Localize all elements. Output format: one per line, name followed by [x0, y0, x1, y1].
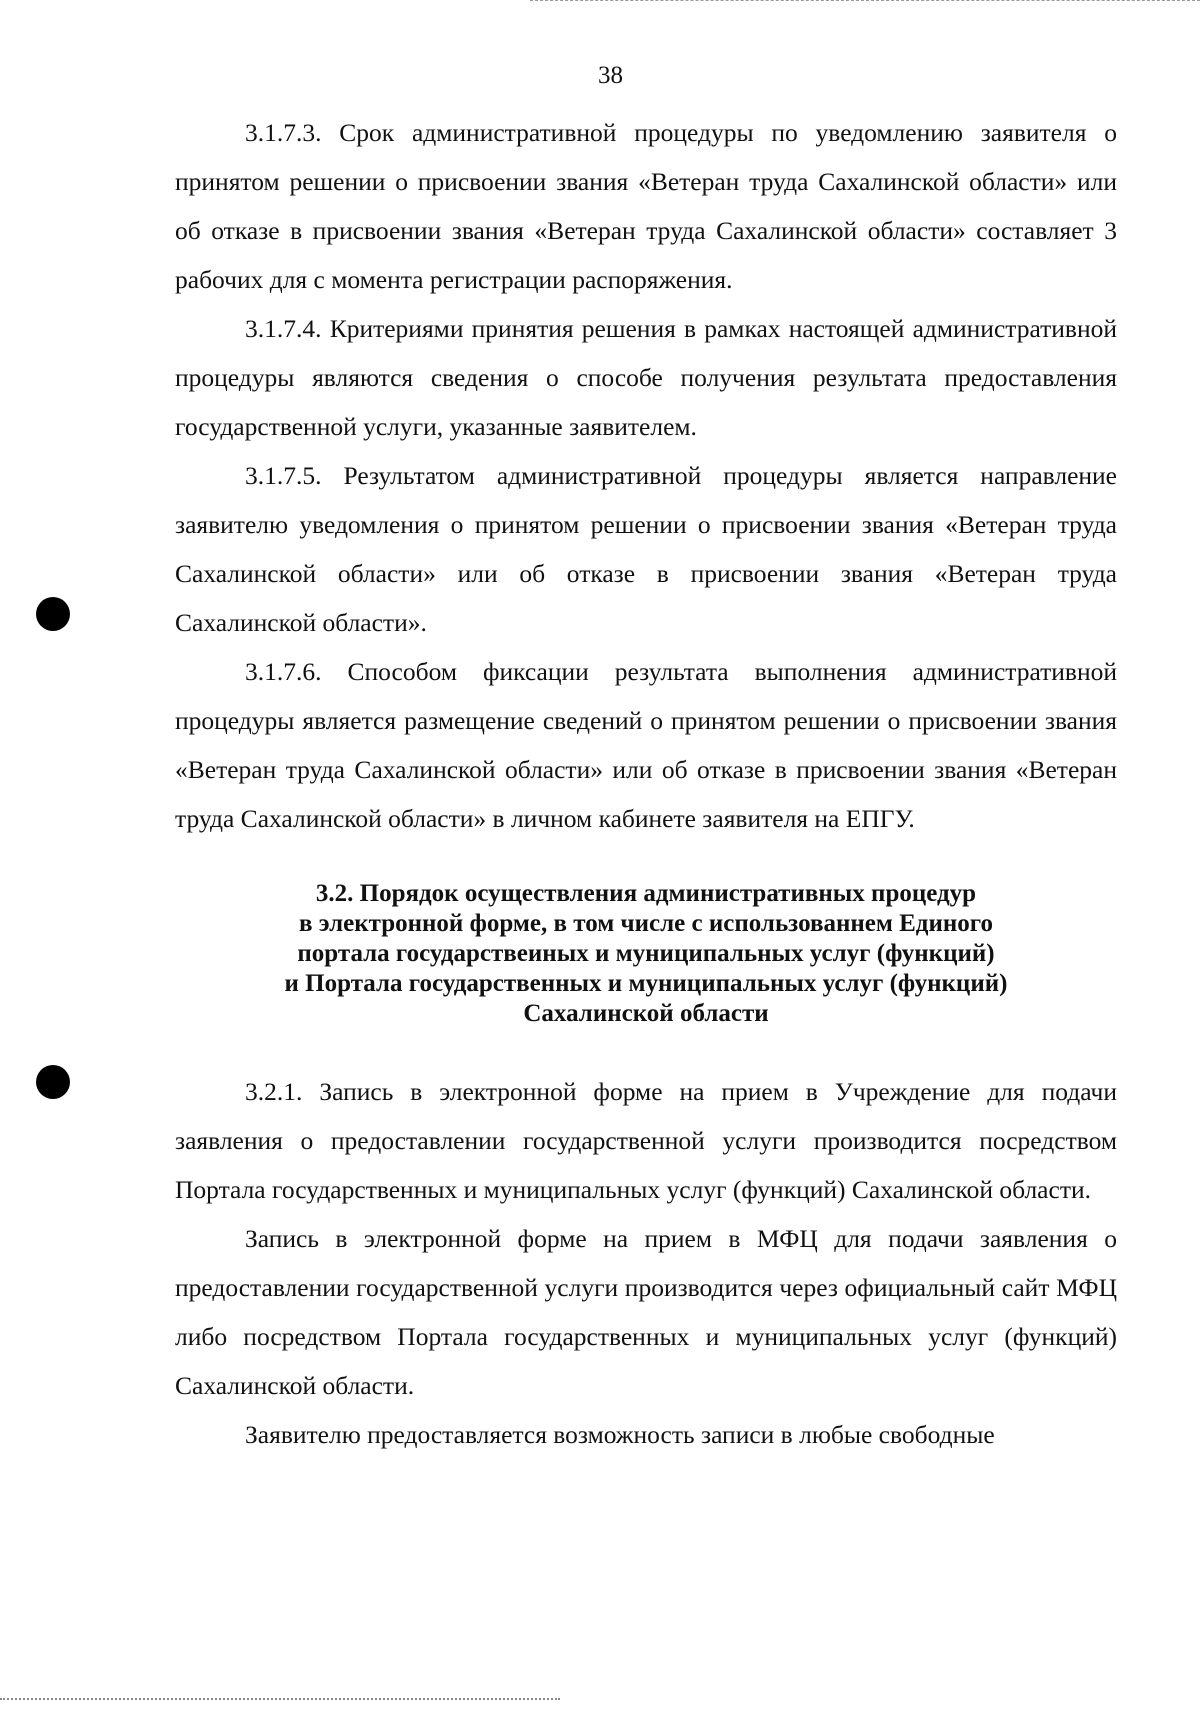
paragraph-3-1-7-3: 3.1.7.3. Срок административной процедуры по уведомлению заявителя о принятом решении о присвоении звания «Ветеран труда Сахалинской области» или об отказе в присвоении звания «Ветеран труда Сахалинской области» составляет 3 рабочих для с момента регистрации распоряжения. [175, 118, 1117, 294]
heading-line: 3.2. Порядок осуществления административных процедур [315, 880, 977, 907]
paragraph-3-2-1: 3.2.1. Запись в электронной форме на прием в Учреждение для подачи заявления о предоставлении государственной услуги производится посредством Портала государственных и муниципальных услуг (функций) Сахалинской области. [175, 1077, 1117, 1204]
section-heading-3-2 [175, 879, 1117, 1029]
paragraph-3-1-7-5: 3.1.7.5. Результатом административной процедуры является направление заявителю уведомления о принятом решении о присвоении звания «Ветеран труда Сахалинской области» или об отказе в присвоении звания «Ветеран труда Сахалинской области». [175, 461, 1117, 637]
paragraph-3-1-7-4: 3.1.7.4. Критериями принятия решения в рамках настоящей административной процедуры являются сведения о способе получения результата предоставления государственной услуги, указанные заявителем. [175, 314, 1117, 441]
heading-line: портала государствеиных и муниципальных услуг (функций) [297, 940, 995, 967]
heading-line: и Портала государственных и муниципальных услуг (функций) [284, 970, 1008, 997]
heading-line: Сахалинской области [523, 1000, 769, 1027]
document-body [175, 108, 1117, 1459]
paragraph-applicant-record: Заявителю предоставляется возможность записи в любые свободные [245, 1420, 995, 1449]
paragraph-3-1-7-6: 3.1.7.6. Способом фиксации результата выполнения административной процедуры является размещение сведений о принятом решении о присвоении звания «Ветеран труда Сахалинской области» или об отказе в присвоении звания «Ветеран труда Сахалинской области» в личном кабинете заявителя на ЕПГУ. [175, 657, 1117, 833]
punch-hole-top [36, 597, 70, 631]
punch-hole-bottom [36, 1065, 70, 1099]
scan-edge-bottom [0, 1698, 560, 1701]
page-number: 38 [598, 62, 623, 89]
paragraph-mfc-record: Запись в электронной форме на прием в МФЦ для подачи заявления о предоставлении государственной услуги производится через официальный сайт МФЦ либо посредством Портала государственных и муниципальных услуг (функций) Сахалинской области. [175, 1224, 1117, 1400]
heading-line: в электронной форме, в том числе с использованнем Единого [299, 910, 993, 937]
scan-edge-top [530, 0, 1200, 2]
